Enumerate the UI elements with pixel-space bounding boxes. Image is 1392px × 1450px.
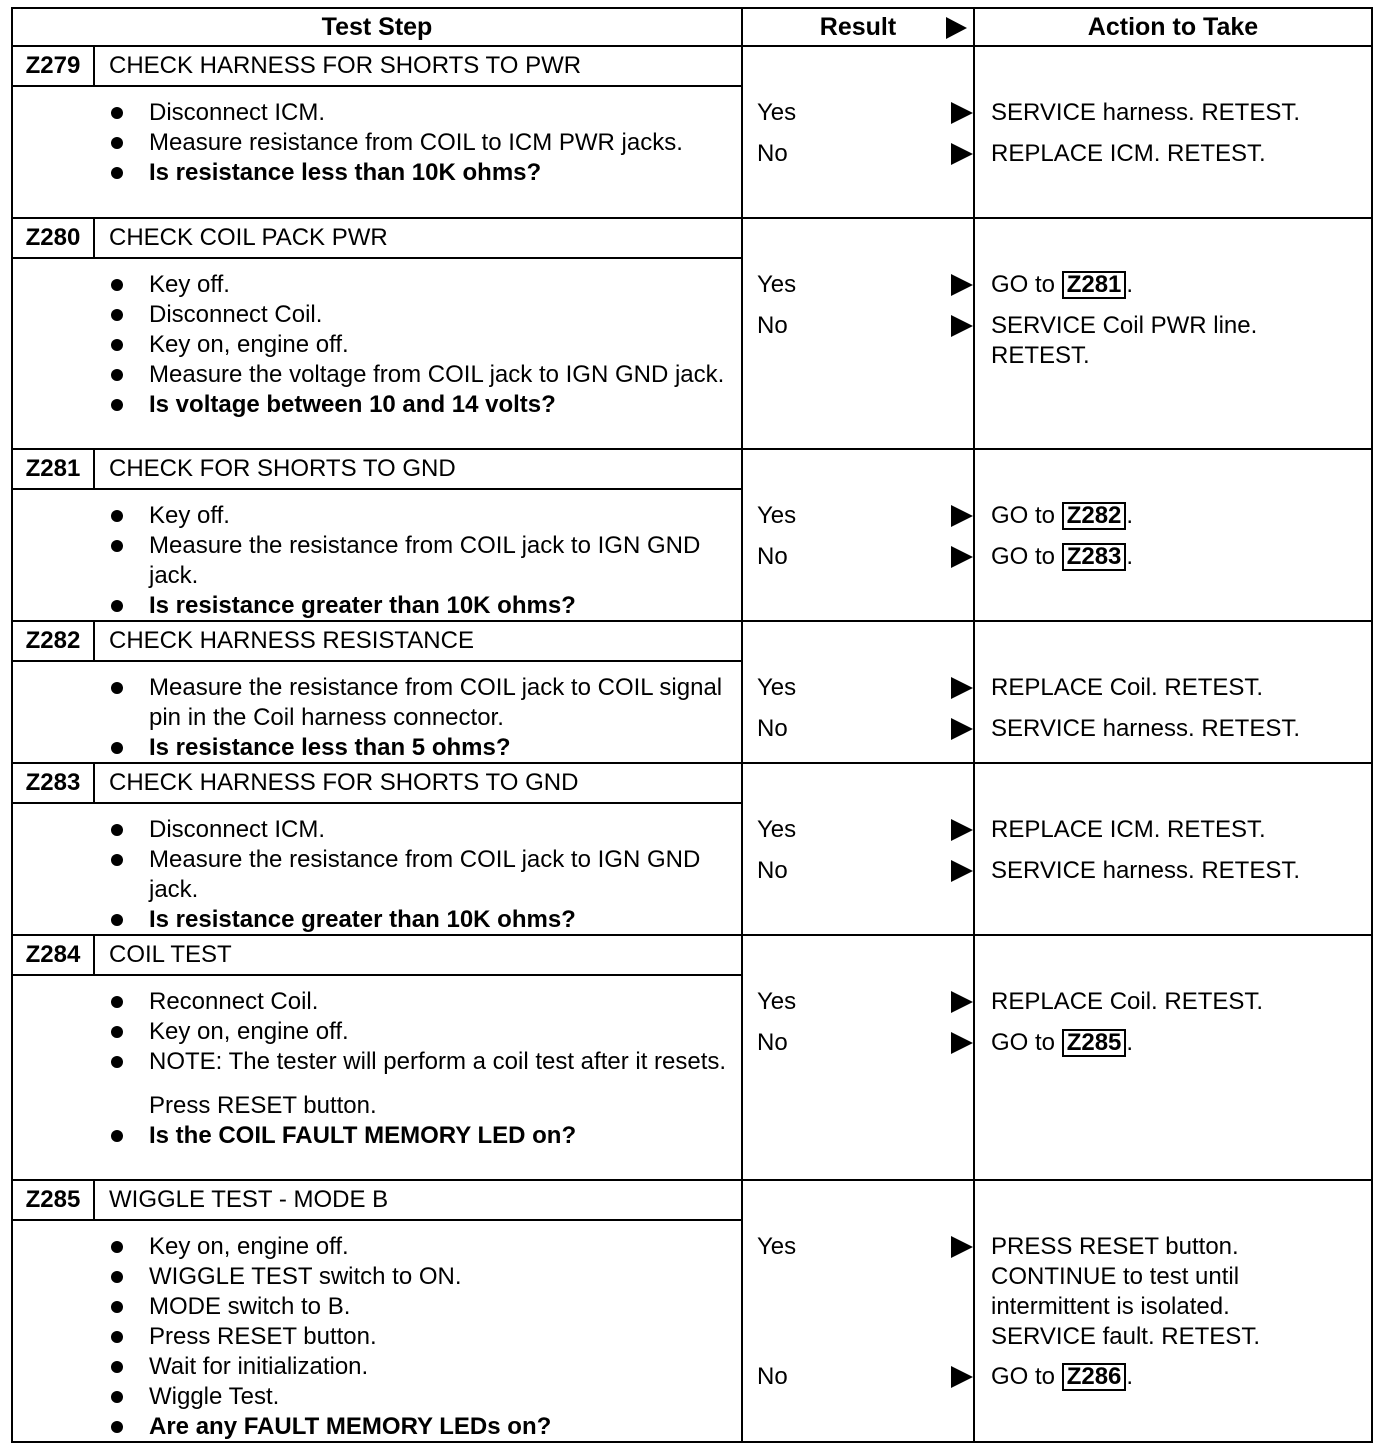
bullet-icon bbox=[111, 682, 123, 694]
bullet-icon bbox=[111, 1271, 123, 1283]
step-id: Z279 bbox=[13, 47, 95, 85]
bullet-text: WIGGLE TEST switch to ON. bbox=[149, 1263, 462, 1290]
step-title-row bbox=[13, 219, 743, 259]
bullet-icon bbox=[111, 824, 123, 836]
step-title-row bbox=[13, 1181, 743, 1221]
action-no: REPLACE ICM. RETEST. bbox=[991, 140, 1266, 167]
bullet-text: Wiggle Test. bbox=[149, 1383, 280, 1410]
column-divider bbox=[741, 450, 743, 620]
bullet-item bbox=[111, 330, 731, 360]
step-title-row bbox=[13, 47, 743, 87]
bullet-icon bbox=[111, 1331, 123, 1343]
bullet-item bbox=[111, 815, 731, 845]
step-reference[interactable]: Z286 bbox=[1062, 1363, 1127, 1391]
action-no: GO to Z283 . bbox=[991, 543, 1134, 570]
bullet-icon bbox=[111, 309, 123, 321]
bullet-item bbox=[111, 300, 731, 330]
result-yes: Yes bbox=[757, 1233, 797, 1260]
action-no: GO to Z285 . bbox=[991, 1029, 1134, 1056]
action-yes: REPLACE ICM. RETEST. bbox=[991, 816, 1266, 843]
bullet-text: Press RESET button. bbox=[149, 1323, 377, 1350]
step-reference[interactable]: Z283 bbox=[1062, 543, 1127, 571]
bullet-item bbox=[111, 673, 731, 733]
bullet-list bbox=[111, 987, 731, 1151]
action-yes: GO to Z281 . bbox=[991, 271, 1134, 298]
bullet-item bbox=[111, 270, 731, 300]
arrow-right-icon bbox=[951, 546, 973, 568]
bullet-text: Is the COIL FAULT MEMORY LED on? bbox=[149, 1122, 577, 1149]
bullet-icon bbox=[111, 1301, 123, 1313]
step-id: Z285 bbox=[13, 1181, 95, 1219]
column-divider bbox=[973, 219, 975, 448]
bullet-icon bbox=[111, 137, 123, 149]
column-divider bbox=[973, 936, 975, 1179]
column-divider bbox=[741, 47, 743, 217]
step-title: CHECK FOR SHORTS TO GND bbox=[109, 455, 456, 482]
bullet-icon bbox=[111, 167, 123, 179]
bullet-item bbox=[111, 501, 731, 531]
arrow-right-icon bbox=[951, 274, 973, 296]
column-divider bbox=[741, 622, 743, 762]
bullet-icon bbox=[111, 540, 123, 552]
bullet-icon bbox=[111, 996, 123, 1008]
arrow-right-icon bbox=[951, 143, 973, 165]
step-block-z283 bbox=[13, 764, 1371, 936]
bullet-text: Is voltage between 10 and 14 volts? bbox=[149, 391, 556, 418]
bullet-text: Key on, engine off. bbox=[149, 1018, 349, 1045]
bullet-icon bbox=[111, 742, 123, 754]
step-title-row bbox=[13, 450, 743, 490]
action-yes: REPLACE Coil. RETEST. bbox=[991, 988, 1264, 1015]
column-divider bbox=[741, 764, 743, 934]
bullet-text: Are any FAULT MEMORY LEDs on? bbox=[149, 1413, 552, 1440]
bullet-item bbox=[111, 1322, 731, 1352]
bullet-icon bbox=[111, 339, 123, 351]
arrow-right-icon bbox=[951, 860, 973, 882]
bullet-text: Measure resistance from COIL to ICM PWR jacks. bbox=[149, 129, 683, 156]
bullet-icon bbox=[111, 854, 123, 866]
bullet-icon bbox=[111, 600, 123, 612]
bullet-item bbox=[111, 905, 731, 935]
bullet-item bbox=[111, 98, 731, 128]
step-id: Z282 bbox=[13, 622, 95, 660]
header-test-step: Test Step bbox=[13, 9, 743, 47]
result-yes: Yes bbox=[757, 988, 797, 1015]
arrow-right-icon bbox=[951, 718, 973, 740]
bullet-icon bbox=[111, 914, 123, 926]
column-divider bbox=[973, 450, 975, 620]
step-title: CHECK HARNESS FOR SHORTS TO GND bbox=[109, 769, 579, 796]
bullet-item bbox=[111, 1121, 731, 1151]
arrow-right-icon bbox=[951, 315, 973, 337]
result-yes: Yes bbox=[757, 502, 797, 529]
bullet-text: Key on, engine off. bbox=[149, 1233, 349, 1260]
bullet-icon bbox=[111, 107, 123, 119]
step-block-z282 bbox=[13, 622, 1371, 764]
bullet-item bbox=[111, 987, 731, 1017]
bullet-item bbox=[111, 360, 731, 390]
arrow-right-icon bbox=[951, 1236, 973, 1258]
arrow-right-icon bbox=[951, 1366, 973, 1388]
step-block-z285 bbox=[13, 1181, 1371, 1441]
result-yes: Yes bbox=[757, 99, 797, 126]
bullet-item bbox=[111, 158, 731, 188]
result-yes: Yes bbox=[757, 674, 797, 701]
header-result bbox=[743, 9, 975, 47]
bullet-text: Press RESET button. bbox=[149, 1092, 377, 1119]
bullet-item bbox=[111, 531, 731, 591]
step-block-z279 bbox=[13, 47, 1371, 219]
bullet-icon bbox=[111, 1361, 123, 1373]
step-reference[interactable]: Z282 bbox=[1062, 502, 1127, 530]
step-block-z281 bbox=[13, 450, 1371, 622]
bullet-list bbox=[111, 270, 731, 420]
column-divider bbox=[973, 47, 975, 217]
bullet-icon bbox=[111, 1056, 123, 1068]
column-divider bbox=[973, 764, 975, 934]
bullet-list bbox=[111, 1232, 731, 1442]
action-no: GO to Z286 . bbox=[991, 1363, 1134, 1390]
bullet-icon bbox=[111, 1421, 123, 1433]
step-reference[interactable]: Z285 bbox=[1062, 1029, 1127, 1057]
result-no: No bbox=[757, 715, 788, 742]
bullet-icon bbox=[111, 1026, 123, 1038]
bullet-item bbox=[111, 591, 731, 621]
bullet-item bbox=[111, 1091, 731, 1121]
bullet-text: Key off. bbox=[149, 502, 230, 529]
bullet-item bbox=[111, 128, 731, 158]
step-block-z280 bbox=[13, 219, 1371, 450]
arrow-right-icon bbox=[951, 102, 973, 124]
bullet-item bbox=[111, 390, 731, 420]
arrow-right-icon bbox=[951, 819, 973, 841]
step-reference[interactable]: Z281 bbox=[1062, 271, 1127, 299]
step-title: CHECK HARNESS FOR SHORTS TO PWR bbox=[109, 52, 582, 79]
action-no: SERVICE harness. RETEST. bbox=[991, 715, 1300, 742]
column-divider bbox=[973, 622, 975, 762]
bullet-text: Is resistance greater than 10K ohms? bbox=[149, 592, 576, 619]
column-divider bbox=[741, 936, 743, 1179]
bullet-text: NOTE: The tester will perform a coil test after it resets. bbox=[149, 1048, 727, 1075]
column-divider bbox=[973, 1181, 975, 1441]
bullet-list bbox=[111, 673, 731, 763]
bullet-icon bbox=[111, 1391, 123, 1403]
bullet-text: Measure the resistance from COIL jack to IGN GND jack. bbox=[149, 532, 701, 589]
action-text: GO to bbox=[991, 1029, 1056, 1056]
bullet-text: Is resistance less than 5 ohms? bbox=[149, 734, 511, 761]
arrow-right-icon bbox=[951, 991, 973, 1013]
bullet-icon bbox=[111, 510, 123, 522]
action-no: SERVICE Coil PWR line. RETEST. bbox=[991, 312, 1258, 369]
step-id: Z283 bbox=[13, 764, 95, 802]
bullet-text: Disconnect Coil. bbox=[149, 301, 323, 328]
bullet-icon bbox=[111, 279, 123, 291]
header-result-label: Result bbox=[819, 12, 897, 41]
bullet-item bbox=[111, 1352, 731, 1382]
bullet-item bbox=[111, 1232, 731, 1262]
result-no: No bbox=[757, 543, 788, 570]
bullet-item bbox=[111, 1382, 731, 1412]
bullet-text: Key on, engine off. bbox=[149, 331, 349, 358]
bullet-text: Disconnect ICM. bbox=[149, 816, 326, 843]
step-title: CHECK COIL PACK PWR bbox=[109, 224, 388, 251]
header-action: Action to Take bbox=[975, 9, 1371, 47]
column-divider bbox=[741, 1181, 743, 1441]
bullet-text: Measure the resistance from COIL jack to COIL signal pin in the Coil harness connector. bbox=[149, 674, 723, 731]
result-no: No bbox=[757, 1363, 788, 1390]
result-yes: Yes bbox=[757, 816, 797, 843]
step-title: WIGGLE TEST - MODE B bbox=[109, 1186, 389, 1213]
action-yes: REPLACE Coil. RETEST. bbox=[991, 674, 1264, 701]
step-block-z284 bbox=[13, 936, 1371, 1181]
action-text: GO to bbox=[991, 1363, 1056, 1390]
result-yes: Yes bbox=[757, 271, 797, 298]
bullet-text: Measure the voltage from COIL jack to IGN GND jack. bbox=[149, 361, 725, 388]
bullet-text: Key off. bbox=[149, 271, 230, 298]
action-yes: GO to Z282 . bbox=[991, 502, 1134, 529]
bullet-text: Wait for initialization. bbox=[149, 1353, 369, 1380]
bullet-text: MODE switch to B. bbox=[149, 1293, 351, 1320]
bullet-item bbox=[111, 1262, 731, 1292]
step-title-row bbox=[13, 936, 743, 976]
arrow-right-icon bbox=[951, 1032, 973, 1054]
arrow-right-icon bbox=[951, 677, 973, 699]
arrow-right-icon bbox=[946, 17, 967, 39]
step-title-row bbox=[13, 764, 743, 804]
result-no: No bbox=[757, 312, 788, 339]
action-text: GO to bbox=[991, 271, 1056, 298]
bullet-icon bbox=[111, 399, 123, 411]
bullet-item bbox=[111, 1047, 731, 1077]
step-id: Z280 bbox=[13, 219, 95, 257]
result-no: No bbox=[757, 1029, 788, 1056]
bullet-icon bbox=[111, 1130, 123, 1142]
bullet-list bbox=[111, 98, 731, 188]
bullet-text: Measure the resistance from COIL jack to IGN GND jack. bbox=[149, 846, 701, 903]
step-id: Z281 bbox=[13, 450, 95, 488]
action-text: GO to bbox=[991, 543, 1056, 570]
bullet-icon bbox=[111, 1241, 123, 1253]
bullet-item bbox=[111, 1017, 731, 1047]
bullet-icon bbox=[111, 369, 123, 381]
bullet-item bbox=[111, 1412, 731, 1442]
bullet-item bbox=[111, 733, 731, 763]
bullet-text: Is resistance greater than 10K ohms? bbox=[149, 906, 576, 933]
step-title-row bbox=[13, 622, 743, 662]
result-no: No bbox=[757, 140, 788, 167]
arrow-right-icon bbox=[951, 505, 973, 527]
bullet-list bbox=[111, 501, 731, 621]
bullet-text: Reconnect Coil. bbox=[149, 988, 319, 1015]
step-title: CHECK HARNESS RESISTANCE bbox=[109, 627, 474, 654]
action-no: SERVICE harness. RETEST. bbox=[991, 857, 1300, 884]
step-title: COIL TEST bbox=[109, 941, 232, 968]
bullet-item bbox=[111, 1292, 731, 1322]
bullet-item bbox=[111, 845, 731, 905]
bullet-text: Disconnect ICM. bbox=[149, 99, 326, 126]
bullet-list bbox=[111, 815, 731, 935]
action-yes: SERVICE harness. RETEST. bbox=[991, 99, 1300, 126]
result-no: No bbox=[757, 857, 788, 884]
step-id: Z284 bbox=[13, 936, 95, 974]
action-text: GO to bbox=[991, 502, 1056, 529]
bullet-text: Is resistance less than 10K ohms? bbox=[149, 159, 542, 186]
column-divider bbox=[741, 219, 743, 448]
diagnostic-table bbox=[11, 7, 1373, 1443]
action-yes: PRESS RESET button. CONTINUE to test until intermittent is isolated. SERVICE fault. RETEST. bbox=[991, 1233, 1260, 1350]
